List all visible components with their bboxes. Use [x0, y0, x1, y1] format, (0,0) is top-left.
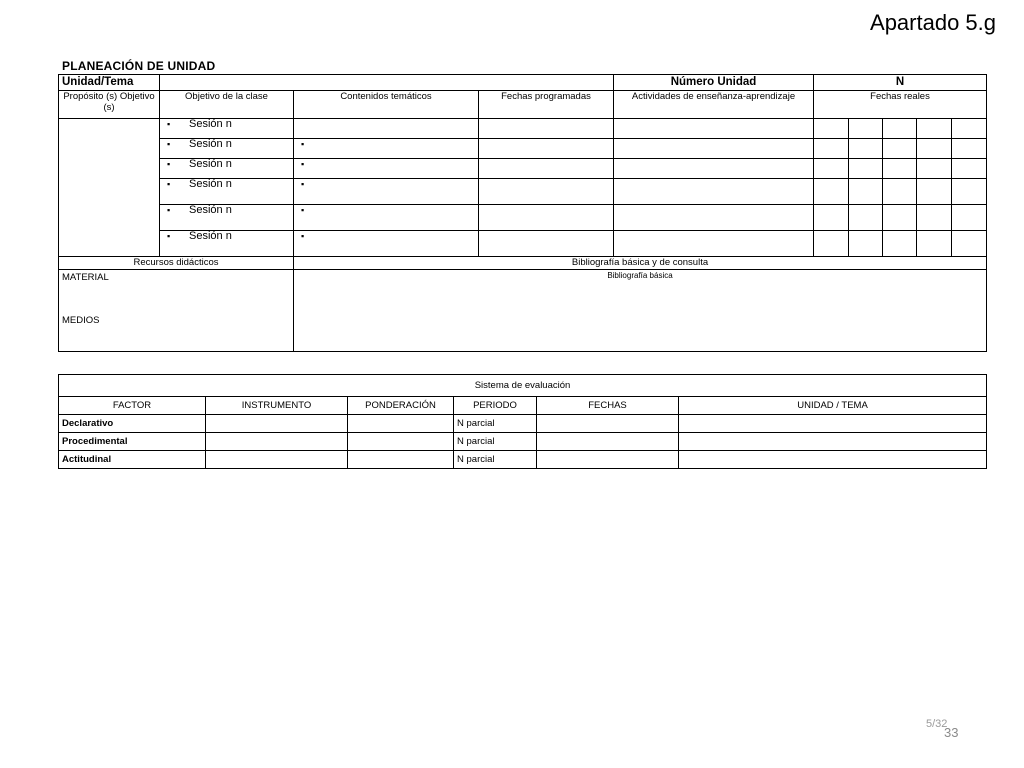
table-row: [59, 119, 987, 139]
table-row: [59, 451, 987, 469]
session-label: Sesión n: [189, 178, 232, 190]
table-row: [59, 415, 987, 433]
medios-label: MEDIOS: [62, 315, 100, 326]
header-unidad-tema: UNIDAD / TEMA: [679, 397, 987, 415]
header-fechas-reales: Fechas reales: [814, 91, 987, 119]
bibliografia-cell: [294, 270, 987, 352]
session-label: Sesión n: [189, 118, 232, 130]
evaluation-table: [58, 374, 987, 469]
header-factor: FACTOR: [59, 397, 206, 415]
bullet-icon: ▪: [301, 205, 305, 215]
periodo-cell: N parcial: [454, 451, 537, 469]
session-label: Sesión n: [189, 138, 232, 150]
table-row: [59, 159, 987, 179]
slide-title: Apartado 5.g: [870, 10, 996, 35]
header-proposito: Propósito (s) Objetivo (s): [59, 91, 160, 119]
header-periodo: PERIODO: [454, 397, 537, 415]
periodo-cell: N parcial: [454, 415, 537, 433]
factor-cell: Actitudinal: [59, 451, 206, 469]
bullet-icon: ▪: [167, 119, 171, 129]
table-row: [59, 205, 987, 231]
session-label: Sesión n: [189, 158, 232, 170]
header-contenidos: Contenidos temáticos: [294, 91, 479, 119]
unidad-tema-label: Unidad/Tema: [59, 75, 160, 91]
bullet-icon: ▪: [167, 231, 171, 241]
numero-unidad-value: N: [814, 75, 987, 91]
factor-cell: Procedimental: [59, 433, 206, 451]
periodo-cell: N parcial: [454, 433, 537, 451]
unidad-tema-value: [160, 75, 614, 91]
evaluation-title: Sistema de evaluación: [59, 375, 987, 397]
bullet-icon: ▪: [301, 231, 305, 241]
document-title: PLANEACIÓN DE UNIDAD: [62, 59, 216, 73]
session-label: Sesión n: [189, 230, 232, 242]
bibliografia-header: Bibliografía básica y de consulta: [294, 257, 987, 270]
header-actividades: Actividades de enseñanza-aprendizaje: [614, 91, 814, 119]
bullet-icon: ▪: [301, 159, 305, 169]
table-row: [59, 231, 987, 257]
header-fechas: FECHAS: [537, 397, 679, 415]
header-instrumento: INSTRUMENTO: [206, 397, 348, 415]
page-number-large: 33: [944, 725, 959, 740]
proposito-cell: [59, 119, 160, 257]
bullet-icon: ▪: [167, 159, 171, 169]
header-ponderacion: PONDERACIÓN: [348, 397, 454, 415]
numero-unidad-label: Número Unidad: [614, 75, 814, 91]
unit-planning-table: [58, 74, 987, 352]
page-number-small: 5/32: [926, 718, 948, 730]
header-fechas-programadas: Fechas programadas: [479, 91, 614, 119]
factor-cell: Declarativo: [59, 415, 206, 433]
bullet-icon: ▪: [167, 179, 171, 189]
contenidos-cell: [294, 119, 479, 139]
session-label: Sesión n: [189, 204, 232, 216]
bibliografia-basica-label: Bibliografía básica: [607, 271, 673, 280]
header-objetivo-clase: Objetivo de la clase: [160, 91, 294, 119]
bullet-icon: ▪: [301, 139, 305, 149]
bullet-icon: ▪: [167, 139, 171, 149]
table-row: [59, 179, 987, 205]
material-label: MATERIAL: [62, 272, 109, 283]
recursos-didacticos-header: Recursos didácticos: [59, 257, 294, 270]
bullet-icon: ▪: [167, 205, 171, 215]
bullet-icon: ▪: [301, 179, 305, 189]
table-row: [59, 139, 987, 159]
table-row: [59, 433, 987, 451]
recursos-cell: [59, 270, 294, 352]
